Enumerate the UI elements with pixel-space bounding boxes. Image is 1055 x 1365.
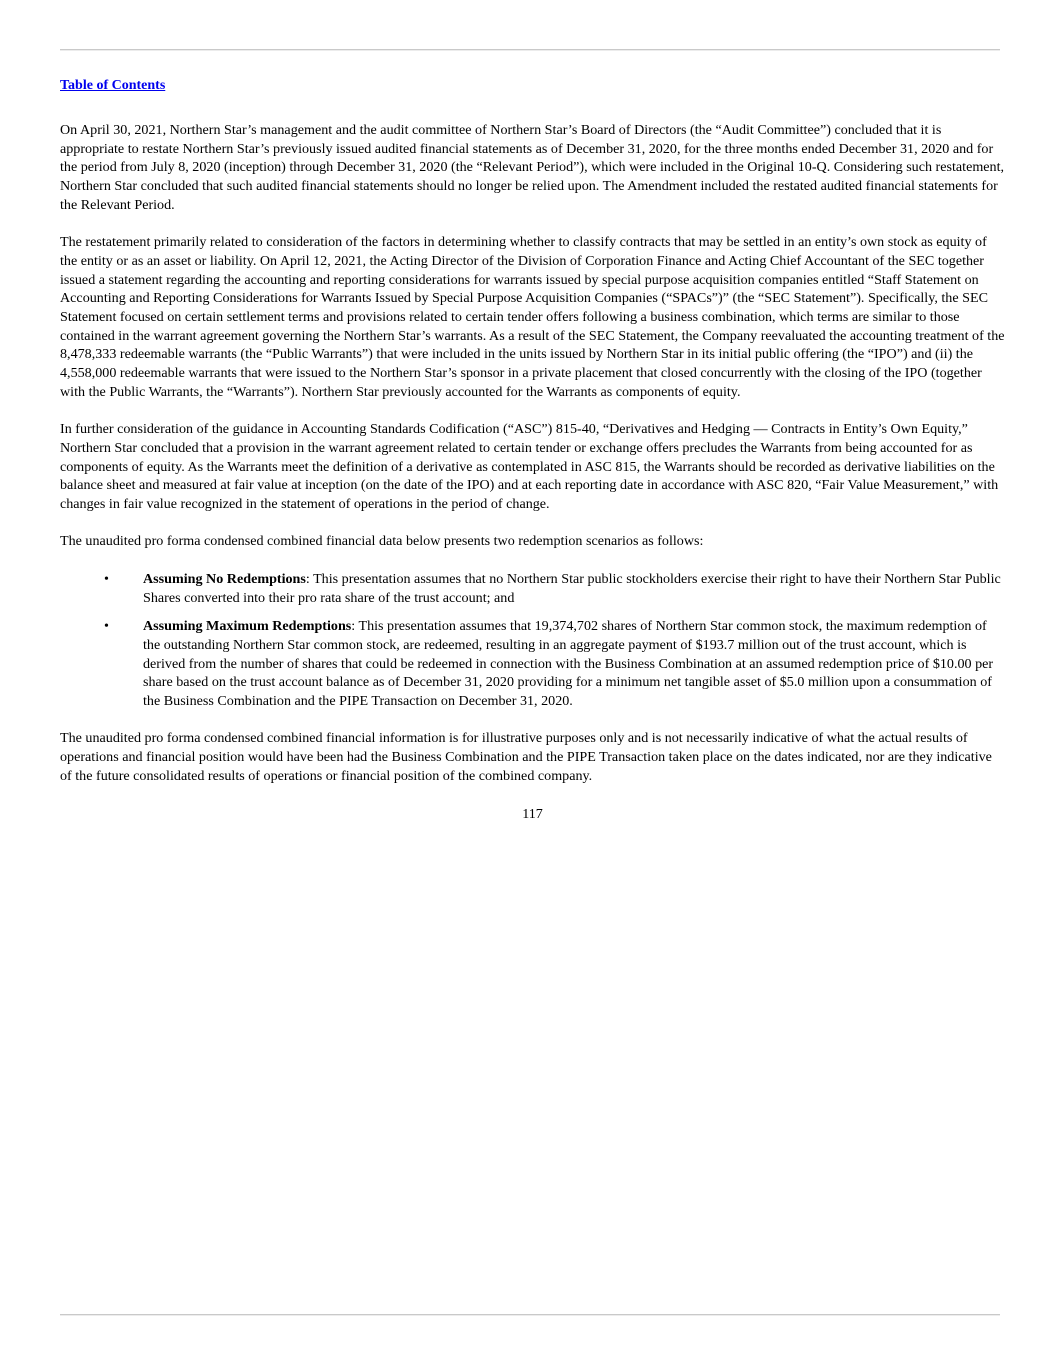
page-number: 117 xyxy=(522,806,543,822)
paragraph-restatement-conclusion: On April 30, 2021, Northern Star’s management and the audit committee of Northern Star’s Board of Directors (the “Audit Committee”) concluded that it is appropriate to restate Northern Star’s previously issued audited financial statements as of December 31, 2020, for the three months ended December 31, 2020 and for the period from July 8, 2020 (inception) through December 31, 2020 (the “Relevant Period”), which were included in the Original 10-Q. Considering such restatement, Northern Star concluded that such audited financial statements should no longer be relied upon. The Amendment included the restated audited financial statements for the Relevant Period. xyxy=(60,122,1005,213)
paragraph-asc-guidance: In further consideration of the guidance in Accounting Standards Codification (“ASC”) 815-40, “Derivatives and Hedging — Contracts in Entity’s Own Equity,” Northern Star concluded that a provision in the warrant agreement related to certain tender or exchange offers precludes the Warrants from being accounted for as components of equity. As the Warrants meet the definition of a derivative as contemplated in ASC 815, the Warrants should be recorded as derivative liabilities on the balance sheet and measured at fair value at inception (on the date of the IPO) and at each reporting date in accordance with ASC 820, “Fair Value Measurement,” with changes in fair value recognized in the statement of operations in the period of change. xyxy=(60,421,999,513)
bullet-marker: • xyxy=(104,618,109,635)
redemption-scenarios-list xyxy=(60,570,1005,711)
list-item-no-redemptions xyxy=(60,570,1005,607)
document-body xyxy=(60,121,1005,804)
table-of-contents-link[interactable]: Table of Contents xyxy=(60,78,166,93)
bullet-marker: • xyxy=(104,570,109,587)
bottom-divider xyxy=(60,1314,1000,1315)
scenario-title: Assuming No Redemptions xyxy=(143,570,306,587)
paragraph-scenarios-intro: The unaudited pro forma condensed combined financial data below presents two redemption scenarios as follows: xyxy=(60,533,704,550)
paragraph-restatement-reason: The restatement primarily related to consideration of the factors in determining whether to classify contracts that may be settled in an entity’s own stock as equity of the entity or as an asset or liability. On April 12, 2021, the Acting Director of the Division of Corporation Finance and Acting Chief Accountant of the SEC together issued a statement regarding the accounting and reporting considerations for warrants issued by special purpose acquisition companies entitled “Staff Statement on Accounting and Reporting Considerations for Warrants Issued by Special Purpose Acquisition Companies (“SPACs”)” (the “SEC Statement”). Specifically, the SEC Statement focused on certain settlement terms and provisions related to certain tender offers following a business combination, which terms are similar to those contained in the warrant agreement governing the Northern Star’s warrants. As a result of the SEC Statement, the Company reevaluated the accounting treatment of the 8,478,333 redeemable warrants (the “Public Warrants”) that were included in the units issued by Northern Star in its initial public offering (the “IPO”) and (ii) the 4,558,000 redeemable warrants that were issued to the Northern Star’s sponsor in a private placement that closed concurrently with the closing of the IPO (together with the Public Warrants, the “Warrants”). Northern Star previously accounted for the Warrants as components of equity. xyxy=(60,234,1005,400)
top-divider xyxy=(60,49,1000,50)
list-item-maximum-redemptions xyxy=(60,617,1005,711)
paragraph-illustrative-disclaimer: The unaudited pro forma condensed combined financial information is for illustrative purposes only and is not necessarily indicative of what the actual results of operations and financial position would have been had the Business Combination and the PIPE Transaction taken place on the dates indicated, nor are they indicative of the future consolidated results of operations or financial position of the combined company. xyxy=(60,730,992,784)
scenario-title: Assuming Maximum Redemptions xyxy=(143,618,352,635)
scenario-description: : This presentation assumes that no Northern Star public stockholders exercise their right to have their Northern Star Public Shares converted into their pro rata share of the trust account; and xyxy=(143,570,1001,606)
scenario-description: : This presentation assumes that 19,374,702 shares of Northern Star common stock, the maximum redemption of the outstanding Northern Star common stock, are redeemed, resulting in an aggregate payment of $193.7 million out of the trust account, which is derived from the number of shares that could be redeemed in connection with the Business Combination at an assumed redemption price of $10.00 per share based on the trust account balance as of December 31, 2020 providing for a minimum net tangible asset of $5.0 million upon a consummation of the Business Combination and the PIPE Transaction on December 31, 2020. xyxy=(143,618,994,710)
